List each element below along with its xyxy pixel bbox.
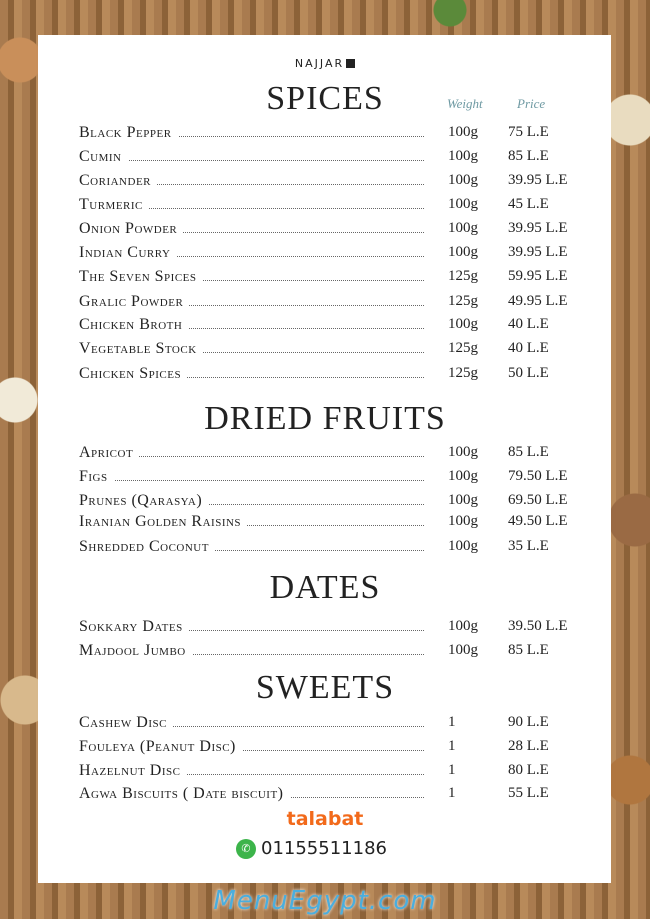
- dotted-leader: [79, 480, 424, 481]
- section-title: SWEETS: [255, 669, 395, 706]
- item-weight: 1: [448, 762, 456, 778]
- item-weight: 125g: [448, 293, 478, 309]
- item-price: 39.95 L.E: [508, 220, 568, 236]
- item-weight: 1: [448, 738, 456, 754]
- item-price: 40 L.E: [508, 316, 549, 332]
- item-name: Cumin: [79, 148, 128, 166]
- item-name: Vegetable Stock: [79, 340, 203, 358]
- item-price: 85 L.E: [508, 642, 549, 658]
- item-weight: 100g: [448, 492, 478, 508]
- item-price: 49.95 L.E: [508, 293, 568, 309]
- item-price: 49.50 L.E: [508, 513, 568, 529]
- item-weight: 100g: [448, 172, 478, 188]
- menu-item: [79, 316, 599, 338]
- item-price: 85 L.E: [508, 444, 549, 460]
- item-price: 45 L.E: [508, 196, 549, 212]
- item-weight: 100g: [448, 444, 478, 460]
- item-price: 35 L.E: [508, 538, 549, 554]
- item-name: Agwa Biscuits ( Date biscuit): [79, 785, 290, 803]
- item-price: 28 L.E: [508, 738, 549, 754]
- item-weight: 100g: [448, 468, 478, 484]
- item-weight: 100g: [448, 316, 478, 332]
- section-title: DATES: [269, 569, 381, 606]
- watermark: MenuEgypt.com: [213, 886, 437, 916]
- item-name: Black Pepper: [79, 124, 178, 142]
- item-name: Sokkary Dates: [79, 618, 189, 636]
- dotted-leader: [79, 160, 424, 161]
- item-price: 50 L.E: [508, 365, 549, 381]
- menu-item: [79, 148, 599, 170]
- item-name: Figs: [79, 468, 114, 486]
- item-name: Chicken Broth: [79, 316, 188, 334]
- item-price: 69.50 L.E: [508, 492, 568, 508]
- brand-mark-icon: [346, 59, 355, 68]
- menu-item: [79, 244, 599, 266]
- item-weight: 125g: [448, 365, 478, 381]
- item-price: 59.95 L.E: [508, 268, 568, 284]
- menu-item: [79, 172, 599, 194]
- item-weight: 1: [448, 785, 456, 801]
- brand-name: NAJJAR: [294, 57, 345, 70]
- menu-item: [79, 642, 599, 664]
- item-name: Gralic Powder: [79, 293, 189, 311]
- item-weight: 1: [448, 714, 456, 730]
- item-name: The Seven Spices: [79, 268, 203, 286]
- item-name: Cashew Disc: [79, 714, 173, 732]
- menu-item: [79, 196, 599, 218]
- menu-item: [79, 468, 599, 490]
- talabat-logo: talabat: [286, 808, 364, 830]
- item-name: Apricot: [79, 444, 139, 462]
- item-price: 39.95 L.E: [508, 172, 568, 188]
- section-title: DRIED FRUITS: [204, 400, 446, 437]
- item-name: Iranian Golden Raisins: [79, 513, 247, 531]
- menu-item: [79, 220, 599, 242]
- menu-item: [79, 340, 599, 362]
- item-price: 39.50 L.E: [508, 618, 568, 634]
- menu-item: [79, 785, 599, 807]
- item-price: 75 L.E: [508, 124, 549, 140]
- menu-item: [79, 618, 599, 640]
- menu-item: [79, 444, 599, 466]
- menu-item: [79, 513, 599, 535]
- item-price: 39.95 L.E: [508, 244, 568, 260]
- item-name: Majdool Jumbo: [79, 642, 192, 660]
- item-name: Hazelnut Disc: [79, 762, 186, 780]
- item-weight: 100g: [448, 220, 478, 236]
- phone-number: 01155511186: [261, 838, 387, 859]
- section-title: SPICES: [266, 80, 384, 117]
- menu-item: [79, 738, 599, 760]
- menu-item: [79, 492, 599, 514]
- item-weight: 100g: [448, 642, 478, 658]
- item-price: 40 L.E: [508, 340, 549, 356]
- menu-item: [79, 268, 599, 290]
- item-price: 55 L.E: [508, 785, 549, 801]
- item-weight: 125g: [448, 340, 478, 356]
- item-price: 79.50 L.E: [508, 468, 568, 484]
- item-name: Onion Powder: [79, 220, 183, 238]
- brand-logo: [0, 57, 650, 70]
- item-name: Prunes (Qarasya): [79, 492, 208, 510]
- item-price: 85 L.E: [508, 148, 549, 164]
- item-price: 80 L.E: [508, 762, 549, 778]
- item-name: Fouleya (Peanut Disc): [79, 738, 242, 756]
- menu-item: [79, 365, 599, 387]
- item-name: Shredded Coconut: [79, 538, 215, 556]
- phone-contact: [236, 838, 387, 859]
- item-weight: 100g: [448, 148, 478, 164]
- item-weight: 125g: [448, 268, 478, 284]
- whatsapp-icon: ✆: [236, 839, 256, 859]
- item-name: Coriander: [79, 172, 157, 190]
- item-name: Chicken Spices: [79, 365, 187, 383]
- weight-column-header: Weight: [447, 96, 483, 111]
- menu-item: [79, 538, 599, 560]
- menu-item: [79, 762, 599, 784]
- item-weight: 100g: [448, 124, 478, 140]
- item-name: Turmeric: [79, 196, 149, 214]
- menu-item: [79, 293, 599, 315]
- item-price: 90 L.E: [508, 714, 549, 730]
- item-weight: 100g: [448, 513, 478, 529]
- item-weight: 100g: [448, 196, 478, 212]
- menu-item: [79, 124, 599, 146]
- item-name: Indian Curry: [79, 244, 176, 262]
- menu-item: [79, 714, 599, 736]
- item-weight: 100g: [448, 244, 478, 260]
- item-weight: 100g: [448, 618, 478, 634]
- price-column-header: Price: [517, 96, 546, 111]
- item-weight: 100g: [448, 538, 478, 554]
